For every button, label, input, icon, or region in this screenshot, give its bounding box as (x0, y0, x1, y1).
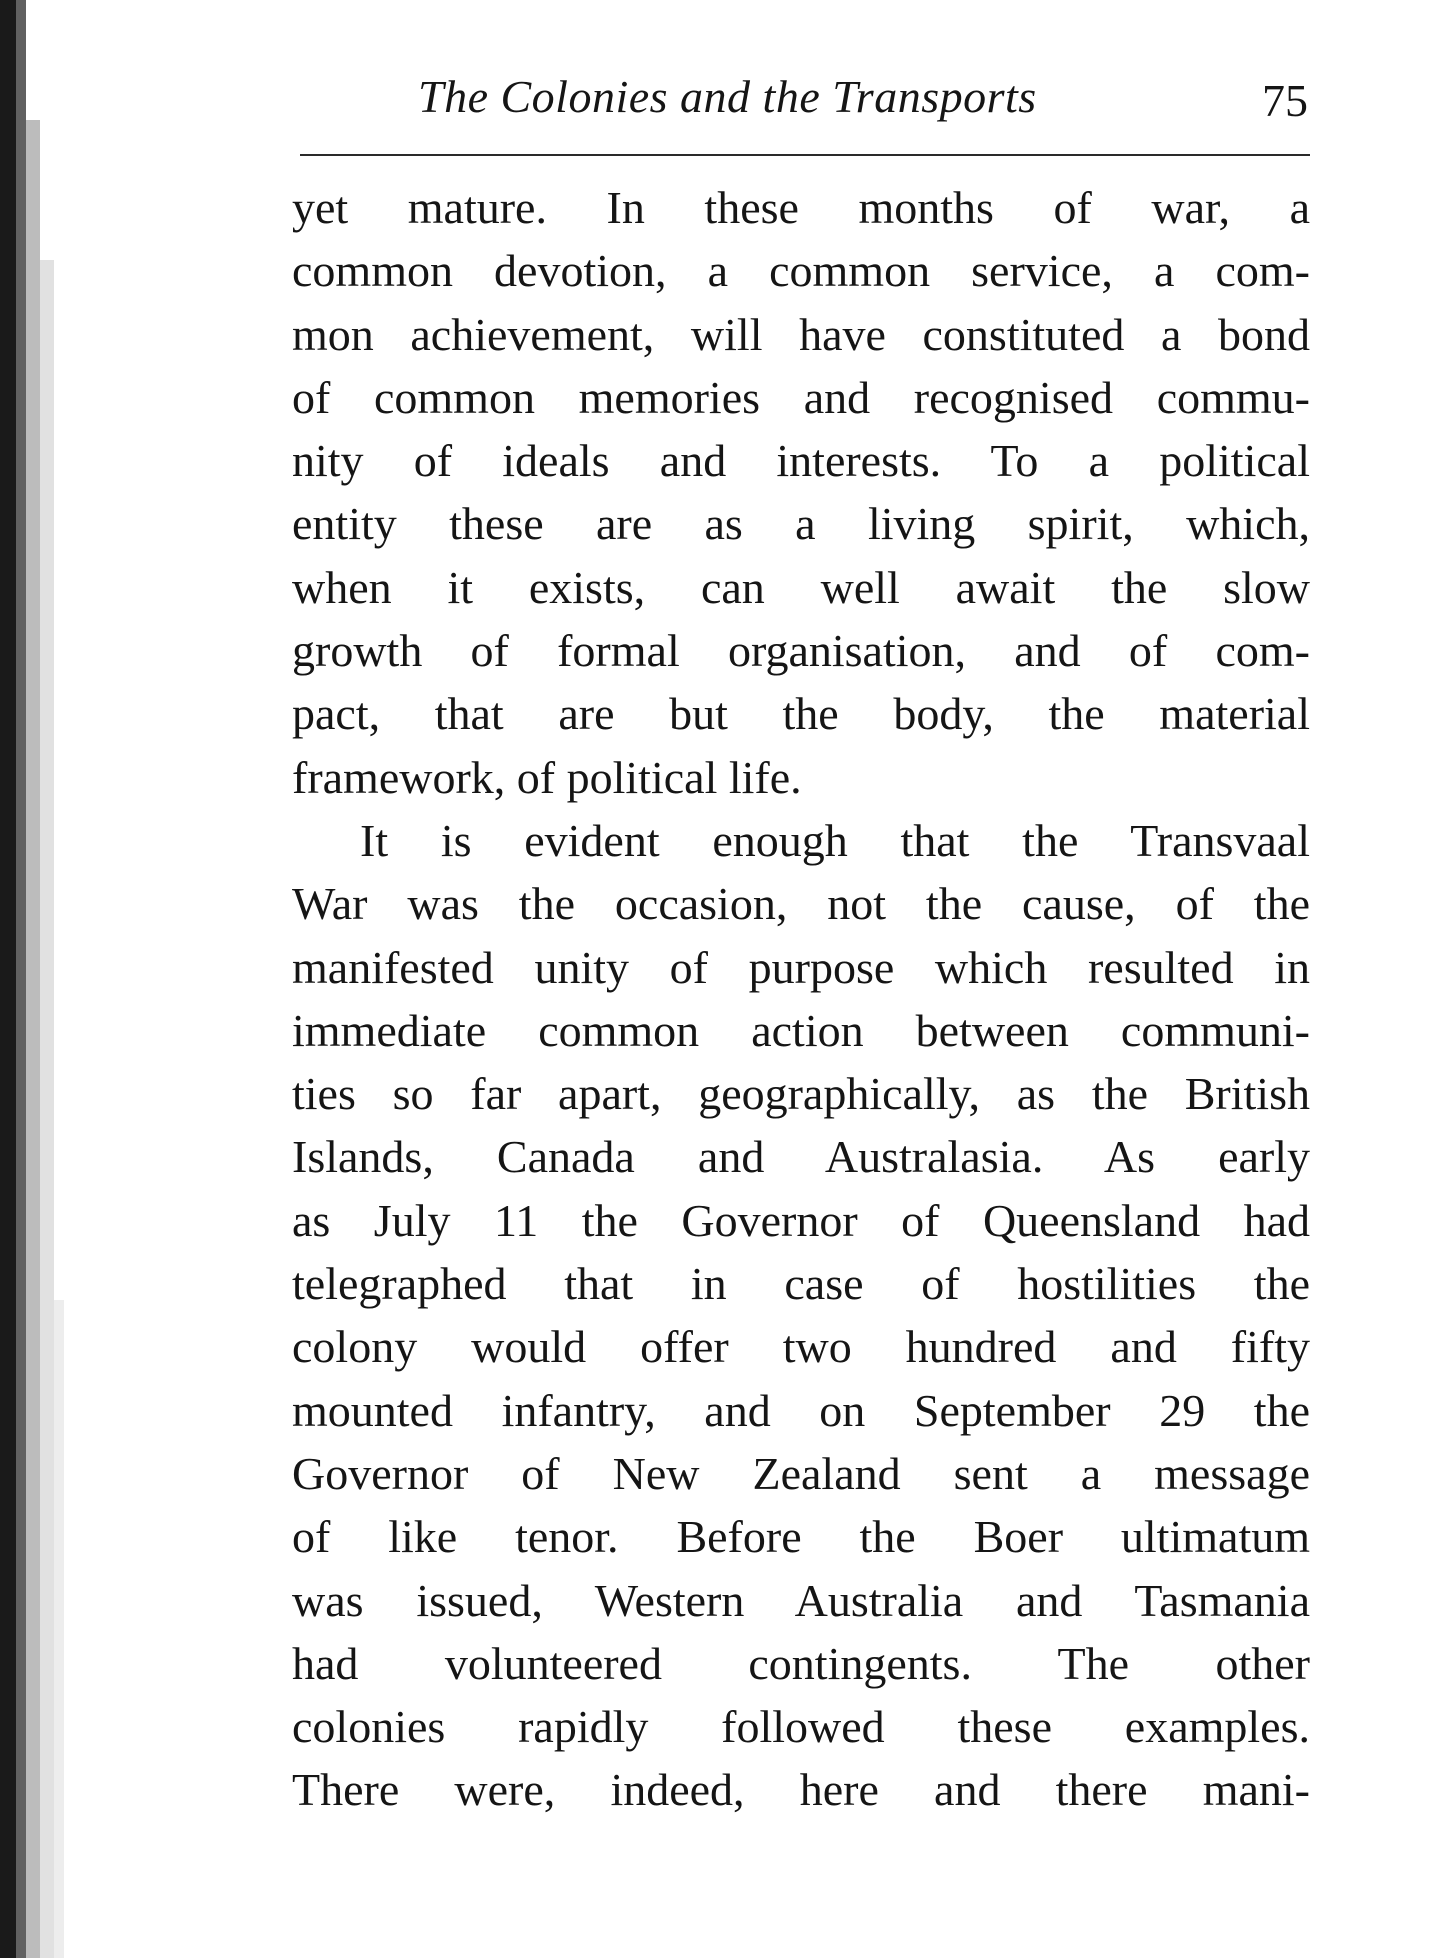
text-line: colony would offer two hundred and fifty (292, 1321, 1310, 1373)
running-head (418, 62, 1308, 142)
text-line: when it exists, can well await the slow (292, 561, 1310, 613)
text-line: immediate common action between communi- (292, 1004, 1310, 1056)
text-line: telegraphed that in case of hostilities the (292, 1258, 1310, 1310)
text-line: as July 11 the Governor of Queensland had (292, 1194, 1310, 1246)
running-title: The Colonies and the Transports (418, 71, 1037, 122)
text-line: had volunteered contingents. The other (292, 1637, 1310, 1689)
text-line: Islands, Canada and Australasia. As early (292, 1131, 1310, 1183)
text-line: of like tenor. Before the Boer ultimatum (292, 1511, 1310, 1563)
text-line: pact, that are but the body, the material (292, 688, 1310, 740)
text-line: ties so far apart, geographically, as the British (292, 1068, 1310, 1120)
paragraph-start-line: It is evident enough that the Transvaal (360, 814, 1310, 866)
text-line: Governor of New Zealand sent a message (292, 1447, 1310, 1499)
text-line: mon achievement, will have constituted a bond (292, 308, 1310, 360)
text-line: was issued, Western Australia and Tasmania (292, 1574, 1310, 1626)
text-line: manifested unity of purpose which resulted in (292, 941, 1310, 993)
text-line: entity these are as a living spirit, which, (292, 498, 1310, 550)
book-spine-shadow (0, 0, 70, 1958)
text-line: War was the occasion, not the cause, of the (292, 878, 1310, 930)
text-line: mounted infantry, and on September 29 the (292, 1384, 1310, 1436)
text-line: nity of ideals and interests. To a political (292, 435, 1310, 487)
text-line: of common memories and recognised commu- (292, 371, 1310, 423)
text-line: yet mature. In these months of war, a (292, 182, 1310, 233)
body-text (292, 176, 1310, 1822)
text-line: common devotion, a common service, a com- (292, 245, 1310, 297)
text-line: growth of formal organisation, and of com- (292, 625, 1310, 677)
page-number: 75 (1262, 75, 1308, 126)
text-line: colonies rapidly followed these examples. (292, 1701, 1310, 1753)
header-rule (300, 154, 1310, 156)
text-line: There were, indeed, here and there mani- (292, 1764, 1310, 1816)
paragraph-end-line: framework, of political life. (292, 751, 802, 803)
